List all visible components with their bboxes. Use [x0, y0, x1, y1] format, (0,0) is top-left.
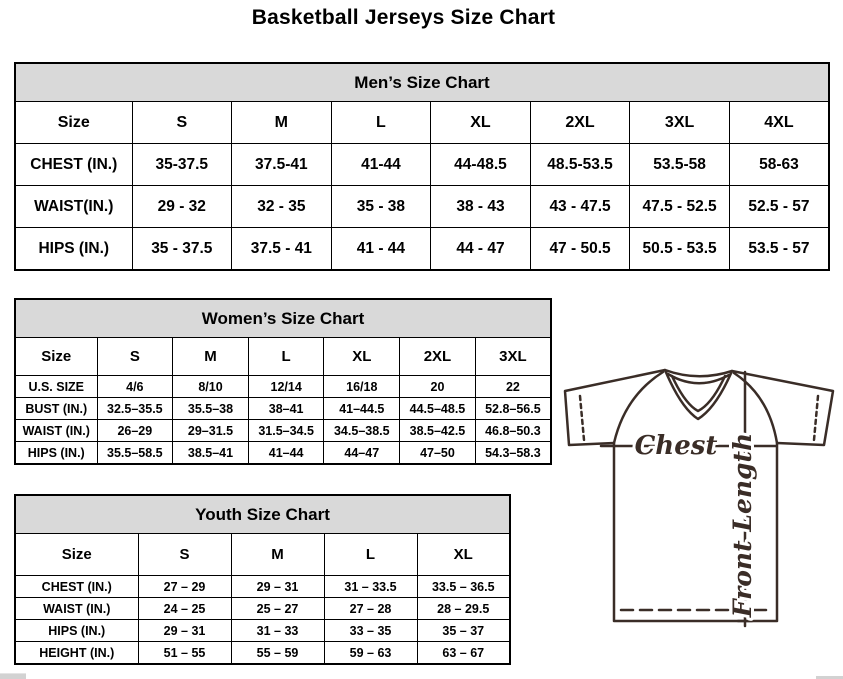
youth-col-header: M: [231, 534, 324, 576]
table-row: [15, 338, 551, 376]
womens-cell: 29–31.5: [173, 420, 249, 442]
youth-col-header: XL: [417, 534, 510, 576]
table-row: [15, 620, 510, 642]
youth-chart-title: Youth Size Chart: [15, 495, 510, 534]
womens-cell: 16/18: [324, 376, 400, 398]
youth-size-header: Size: [15, 534, 138, 576]
table-row: [15, 442, 551, 465]
table-row: [15, 228, 829, 271]
womens-cell: 38.5–41: [173, 442, 249, 465]
youth-cell: 63 – 67: [417, 642, 510, 665]
mens-row-label: HIPS (IN.): [15, 228, 132, 271]
mens-row-label: WAIST(IN.): [15, 186, 132, 228]
mens-row-label: CHEST (IN.): [15, 144, 132, 186]
table-row: [15, 534, 510, 576]
youth-col-header: S: [138, 534, 231, 576]
womens-cell: 20: [400, 376, 476, 398]
mens-cell: 43 - 47.5: [530, 186, 630, 228]
youth-cell: 27 – 28: [324, 598, 417, 620]
mens-col-header: M: [232, 102, 332, 144]
youth-cell: 24 – 25: [138, 598, 231, 620]
womens-row-label: BUST (IN.): [15, 398, 97, 420]
mens-cell: 38 - 43: [431, 186, 531, 228]
womens-size-header: Size: [15, 338, 97, 376]
table-row: [15, 186, 829, 228]
womens-col-header: 3XL: [475, 338, 551, 376]
youth-col-header: L: [324, 534, 417, 576]
table-row: [15, 299, 551, 338]
youth-cell: 59 – 63: [324, 642, 417, 665]
womens-cell: 12/14: [248, 376, 324, 398]
womens-cell: 44.5–48.5: [400, 398, 476, 420]
table-row: [15, 102, 829, 144]
womens-row-label: WAIST (IN.): [15, 420, 97, 442]
mens-cell: 44 - 47: [431, 228, 531, 271]
womens-cell: 38–41: [248, 398, 324, 420]
jersey-outline: [565, 370, 833, 621]
mens-col-header: S: [132, 102, 232, 144]
womens-cell: 38.5–42.5: [400, 420, 476, 442]
page-title: Basketball Jerseys Size Chart: [251, 6, 556, 29]
mens-cell: 53.5-58: [630, 144, 730, 186]
mens-cell: 48.5-53.5: [530, 144, 630, 186]
womens-cell: 44–47: [324, 442, 400, 465]
mens-cell: 52.5 - 57: [729, 186, 829, 228]
womens-cell: 34.5–38.5: [324, 420, 400, 442]
table-row: [15, 420, 551, 442]
youth-cell: 33.5 – 36.5: [417, 576, 510, 598]
youth-row-label: HEIGHT (IN.): [15, 642, 138, 665]
youth-size-table: [14, 494, 511, 665]
mens-size-table: [14, 62, 830, 271]
youth-row-label: HIPS (IN.): [15, 620, 138, 642]
table-row: [15, 598, 510, 620]
youth-cell: 35 – 37: [417, 620, 510, 642]
womens-cell: 22: [475, 376, 551, 398]
mens-cell: 35 - 38: [331, 186, 431, 228]
womens-chart-title: Women’s Size Chart: [15, 299, 551, 338]
mens-cell: 35-37.5: [132, 144, 232, 186]
womens-cell: 32.5–35.5: [97, 398, 173, 420]
mens-cell: 53.5 - 57: [729, 228, 829, 271]
womens-cell: 8/10: [173, 376, 249, 398]
chest-label: Chest: [634, 431, 718, 461]
mens-cell: 35 - 37.5: [132, 228, 232, 271]
mens-cell: 44-48.5: [431, 144, 531, 186]
womens-cell: 26–29: [97, 420, 173, 442]
womens-cell: 41–44: [248, 442, 324, 465]
youth-cell: 29 – 31: [231, 576, 324, 598]
womens-col-header: M: [173, 338, 249, 376]
table-row: [15, 376, 551, 398]
womens-cell: 54.3–58.3: [475, 442, 551, 465]
womens-cell: 35.5–58.5: [97, 442, 173, 465]
mens-col-header: 4XL: [729, 102, 829, 144]
mens-cell: 47.5 - 52.5: [630, 186, 730, 228]
womens-cell: 41–44.5: [324, 398, 400, 420]
youth-cell: 29 – 31: [138, 620, 231, 642]
youth-cell: 27 – 29: [138, 576, 231, 598]
mens-col-header: 2XL: [530, 102, 630, 144]
mens-cell: 58-63: [729, 144, 829, 186]
youth-cell: 25 – 27: [231, 598, 324, 620]
womens-size-table: [14, 298, 552, 465]
youth-row-label: WAIST (IN.): [15, 598, 138, 620]
mens-chart-title: Men’s Size Chart: [15, 63, 829, 102]
front-length-label: Front Length: [728, 432, 757, 618]
jersey-measurement-diagram: [555, 358, 843, 668]
womens-cell: 46.8–50.3: [475, 420, 551, 442]
womens-col-header: L: [248, 338, 324, 376]
womens-col-header: XL: [324, 338, 400, 376]
mens-cell: 50.5 - 53.5: [630, 228, 730, 271]
table-row: [15, 63, 829, 102]
mens-cell: 41 - 44: [331, 228, 431, 271]
womens-cell: 31.5–34.5: [248, 420, 324, 442]
womens-cell: 47–50: [400, 442, 476, 465]
youth-cell: 28 – 29.5: [417, 598, 510, 620]
youth-cell: 55 – 59: [231, 642, 324, 665]
table-row: [15, 398, 551, 420]
youth-cell: 31 – 33: [231, 620, 324, 642]
mens-size-header: Size: [15, 102, 132, 144]
table-row: [15, 495, 510, 534]
table-row: [15, 144, 829, 186]
mens-col-header: XL: [431, 102, 531, 144]
table-row: [15, 576, 510, 598]
womens-cell: 52.8–56.5: [475, 398, 551, 420]
mens-cell: 37.5-41: [232, 144, 332, 186]
youth-cell: 31 – 33.5: [324, 576, 417, 598]
youth-row-label: CHEST (IN.): [15, 576, 138, 598]
womens-cell: 4/6: [97, 376, 173, 398]
table-row: [15, 642, 510, 665]
mens-col-header: 3XL: [630, 102, 730, 144]
mens-cell: 32 - 35: [232, 186, 332, 228]
womens-row-label: U.S. SIZE: [15, 376, 97, 398]
mens-cell: 41-44: [331, 144, 431, 186]
h-scrollbar-thumb-left[interactable]: [0, 673, 26, 679]
womens-col-header: 2XL: [400, 338, 476, 376]
mens-cell: 37.5 - 41: [232, 228, 332, 271]
mens-cell: 29 - 32: [132, 186, 232, 228]
youth-cell: 51 – 55: [138, 642, 231, 665]
womens-row-label: HIPS (IN.): [15, 442, 97, 465]
youth-cell: 33 – 35: [324, 620, 417, 642]
womens-col-header: S: [97, 338, 173, 376]
mens-cell: 47 - 50.5: [530, 228, 630, 271]
womens-cell: 35.5–38: [173, 398, 249, 420]
mens-col-header: L: [331, 102, 431, 144]
